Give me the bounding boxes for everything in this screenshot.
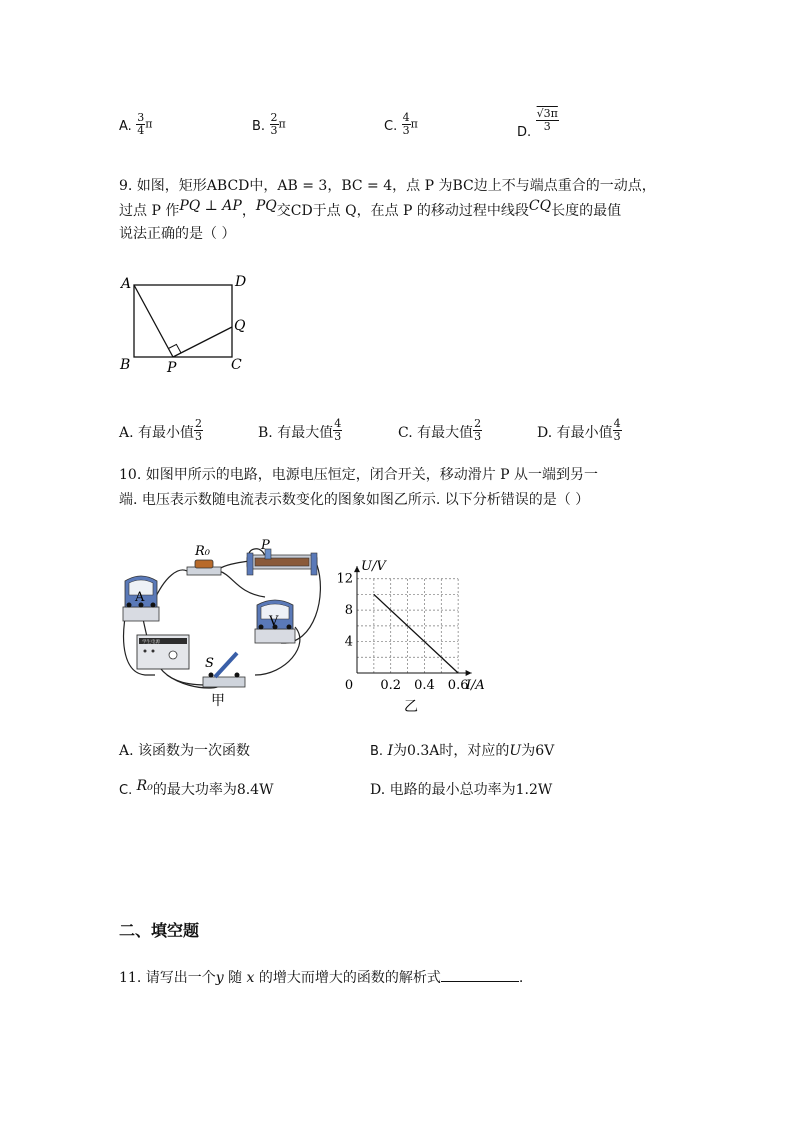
segment-ap: [134, 285, 173, 357]
x-tick-label: 0.6: [447, 678, 469, 693]
vertex-label-a: A: [121, 276, 132, 292]
rectangle-abcd: [134, 285, 232, 357]
power-supply: [137, 635, 189, 669]
switch-s: [203, 653, 245, 687]
q10-option-b: [370, 741, 554, 762]
pi-symbol: π: [278, 117, 286, 131]
q10-line-2: 端. 电压表示数随电流表示数变化的图象如图乙所示. 以下分析错误的是（ ）: [119, 492, 590, 508]
fraction: $\frac{4}{3}$: [334, 417, 342, 443]
section-title: 二、填空题: [119, 921, 200, 940]
y-axis-label: U/V: [361, 559, 386, 575]
vertex-label-b: B: [120, 357, 131, 373]
option-text: A. 有最小值: [119, 425, 195, 441]
text-run: 为0.3A时，对应的: [393, 743, 510, 759]
y-tick-label: 8: [344, 603, 353, 619]
text-run: 随: [228, 970, 243, 986]
fraction: $\frac{2}{3}$: [474, 417, 482, 443]
x-axis-arrow: [466, 670, 472, 676]
option-text: B. 有最大值: [258, 425, 334, 441]
ammeter: [123, 576, 159, 621]
voltmeter-label: V: [269, 614, 279, 629]
text-run: 的增大而增大的函数的解析式: [258, 970, 441, 986]
option-text: D. 有最小值: [537, 425, 613, 441]
option-letter: B.: [252, 119, 266, 134]
q9-line-2: [119, 198, 622, 221]
q9-line-1: 9. 如图，矩形ABCD中，AB = 3，BC = 4，点 P 为BC边上不与端点重合的一动点，: [119, 178, 656, 194]
option-text: C. 有最大值: [398, 425, 474, 441]
segment-pq: [173, 327, 232, 357]
text-run: 长度的最值: [551, 203, 622, 219]
text-run: 过点 P 作: [119, 203, 180, 219]
math-cq: CQ: [528, 198, 552, 214]
q8-option-a: [119, 112, 152, 137]
option-letter: C.: [119, 783, 133, 798]
slider-label-p: P: [261, 538, 270, 553]
math-u: U: [509, 743, 522, 759]
source-label: 学生电源: [142, 640, 160, 645]
vertex-label-c: C: [231, 357, 242, 373]
pi-symbol: π: [410, 117, 418, 131]
circuit-figure: [115, 535, 330, 710]
u-i-chart: [335, 548, 495, 713]
option-letter: B.: [370, 744, 384, 759]
q8-option-c: [384, 112, 418, 137]
fraction: $\frac{2}{3}$: [270, 111, 278, 137]
r0-label: R₀: [195, 544, 210, 559]
fraction: $\frac{3}{4}$: [137, 111, 145, 137]
voltmeter: [255, 600, 295, 643]
q10-option-c: [119, 780, 273, 801]
x-tick-label: 0.4: [414, 678, 435, 693]
ammeter-label: A: [135, 590, 145, 605]
y-axis-arrow: [354, 566, 360, 572]
text-run: .: [518, 970, 524, 986]
math-x: x: [246, 970, 255, 986]
option-letter: C.: [384, 119, 398, 134]
text-run: 11. 请写出一个: [119, 970, 216, 986]
vertex-label-p: P: [167, 360, 177, 376]
fraction: $\frac{√3\pi}{3}$: [536, 107, 558, 133]
text-run: ，: [241, 203, 256, 219]
text-run: 为6V: [521, 743, 555, 759]
pi-symbol: π: [145, 117, 153, 131]
q10-option-a: A. 该函数为一次函数: [119, 743, 251, 759]
math-pq-perp-ap: PQ ⊥ AP: [179, 198, 242, 214]
math-pq: PQ: [255, 198, 277, 214]
y-tick-label: 4: [344, 634, 353, 650]
q9-line-3: 说法正确的是（ ）: [119, 226, 236, 242]
switch-label-s: S: [205, 656, 214, 671]
chart-caption: 乙: [403, 699, 418, 713]
resistor-r0: [187, 544, 221, 575]
text-run: 的最大功率为8.4W: [152, 782, 274, 798]
y-tick-label: 12: [336, 571, 353, 587]
fraction: $\frac{4}{3}$: [613, 417, 621, 443]
figure-caption-jia: 甲: [211, 693, 225, 709]
q9-option-d: [537, 418, 622, 443]
q10-line-1: 10. 如图甲所示的电路，电源电压恒定，闭合开关，移动滑片 P 从一端到另一: [119, 467, 599, 483]
q9-option-b: [258, 418, 342, 443]
q9-option-c: [398, 418, 482, 443]
rheostat: [247, 538, 317, 575]
vertex-label-d: D: [235, 274, 247, 290]
q8-option-b: [252, 112, 286, 137]
q9-option-a: [119, 418, 203, 443]
fraction: $\frac{2}{3}$: [195, 417, 203, 443]
math-y: y: [215, 970, 224, 986]
q10-option-d: D. 电路的最小总功率为1.2W: [370, 782, 553, 798]
data-line: [374, 594, 458, 673]
option-letter: D.: [517, 125, 532, 140]
rectangle-figure: [115, 270, 255, 380]
x-tick-label: 0: [344, 678, 354, 693]
option-letter: A.: [119, 119, 132, 134]
q8-option-d: [517, 107, 559, 140]
fraction: $\frac{4}{3}$: [402, 111, 410, 137]
math-r0: R₀: [136, 778, 153, 794]
q11-line: [119, 967, 523, 988]
math-i: I: [387, 743, 394, 759]
x-axis-label: I/A: [465, 678, 485, 693]
answer-blank[interactable]: [441, 967, 519, 982]
text-run: 交CD于点 Q，在点 P 的移动过程中线段: [276, 203, 529, 219]
x-tick-label: 0.2: [380, 678, 402, 693]
vertex-label-q: Q: [234, 318, 246, 334]
